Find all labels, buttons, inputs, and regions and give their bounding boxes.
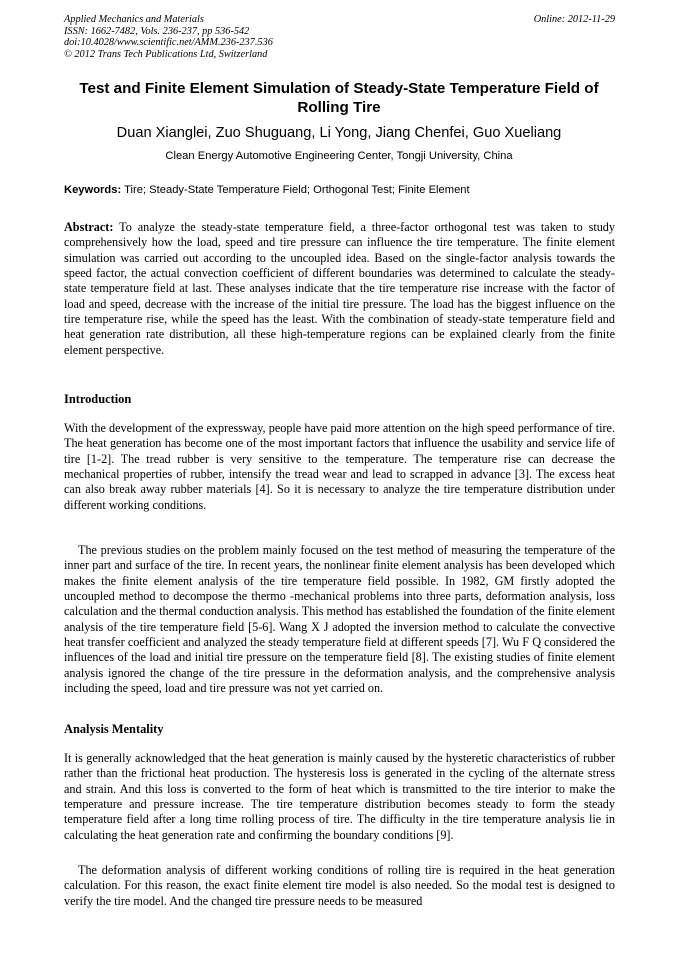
doi-line: doi:10.4028/www.scientific.net/AMM.236-237.536 <box>64 37 273 49</box>
abstract <box>64 220 615 358</box>
keywords-label: Keywords: <box>64 184 122 196</box>
abstract-text: To analyze the steady-state temperature field, a three-factor orthogonal test was taken to study comprehensively how the load, speed and tire pressure can influence the tire temperature. The finite element simulation was carried out according to the uncoupled idea. Based on the single-factor analysis towards the speed factor, the actual convection coefficient of different boundaries was determined to calculate the steady-state temperature field at last. These analyses indicate that the tire temperature rise increase with the factor of load and speed, decrease with the increase of the initial tire pressure. The load has the biggest influence on the tire temperature rise, while the speed has the least. With the combination of steady-state temperature field and heat generation rate distribution, all these high-temperature regions can be explained clearly from the finite element perspective. <box>64 220 615 357</box>
keywords-text: Tire; Steady-State Temperature Field; Orthogonal Test; Finite Element <box>124 184 470 196</box>
section-heading-analysis-mentality: Analysis Mentality <box>64 722 164 736</box>
journal-name: Applied Mechanics and Materials <box>64 14 204 25</box>
online-date: Online: 2012-11-29 <box>533 14 615 25</box>
author-list: Duan Xianglei, Zuo Shuguang, Li Yong, Jiang Chenfei, Guo Xueliang <box>116 125 562 141</box>
paper-title: Test and Finite Element Simulation of Steady-State Temperature Field of Rolling Tire <box>79 80 599 116</box>
introduction-paragraph-2: The previous studies on the problem mainly focused on the test method of measuring the temperature of the inner part and surface of the tire. In recent years, the nonlinear finite element analysis has been developed which makes the finite element analysis of the tire temperature field possible. In 1982, GM firstly adopted the uncoupled method to decompose the thermo -mechanical problems into three parts, deformation analysis, loss calculation and the thermal conduction analysis. This method has established the foundation of the finite element analysis of the tire temperature field [5-6]. Wang X J adopted the inversion method to calculate the convective heat transfer coefficient and analyzed the steady temperature field at different speeds [7]. Wu F Q considered the influences of the load and initial tire pressure on the temperature field [8]. The existing studies of finite element analysis ignored the change of the tire pressure in the deformation analysis, and the comprehensive analysis including the speed, load and tire pressure was not yet carried on. <box>64 543 615 696</box>
affiliation: Clean Energy Automotive Engineering Center, Tongji University, China <box>165 150 513 162</box>
abstract-label: Abstract: <box>64 220 114 234</box>
introduction-paragraph-1: With the development of the expressway, people have paid more attention on the high speed performance of tire. The heat generation has become one of the most important factors that influence the usability and service life of tire [1-2]. The tread rubber is very sensitive to the temperature. The temperature rise can decrease the mechanical properties of rubber, intensify the tread wear and lead to scrapped in advance [3]. The excess heat can also break away rubber materials [4]. So it is necessary to analyze the tire temperature distribution under different working conditions. <box>64 421 615 512</box>
keywords <box>64 183 615 197</box>
analysis-paragraph-1: It is generally acknowledged that the heat generation is mainly caused by the hysteretic characteristics of rubber rather than the frictional heat production. The hysteresis loss is generated in the cycling of the alternate stress and strain. And this loss is converted to the form of heat which is transmitted to the tire interior to make the temperature and pressure increase. The tire temperature distribution becomes steady to form the steady temperature field after a long time rolling process of tire. The difficulty in the tire temperature analysis lie in calculating the heat generation rate and confirming the boundary conditions [9]. <box>64 751 615 842</box>
section-heading-introduction: Introduction <box>64 392 132 406</box>
issn-line: ISSN: 1662-7482, Vols. 236-237, pp 536-542 <box>64 25 250 37</box>
copyright-line: © 2012 Trans Tech Publications Ltd, Switzerland <box>64 49 268 61</box>
journal-header <box>64 14 615 61</box>
analysis-paragraph-2: The deformation analysis of different working conditions of rolling tire is required in the heat generation calculation. For this reason, the exact finite element tire model is also needed. So the modal test is designed to verify the tire model. And the changed tire pressure needs to be measured <box>64 863 615 908</box>
